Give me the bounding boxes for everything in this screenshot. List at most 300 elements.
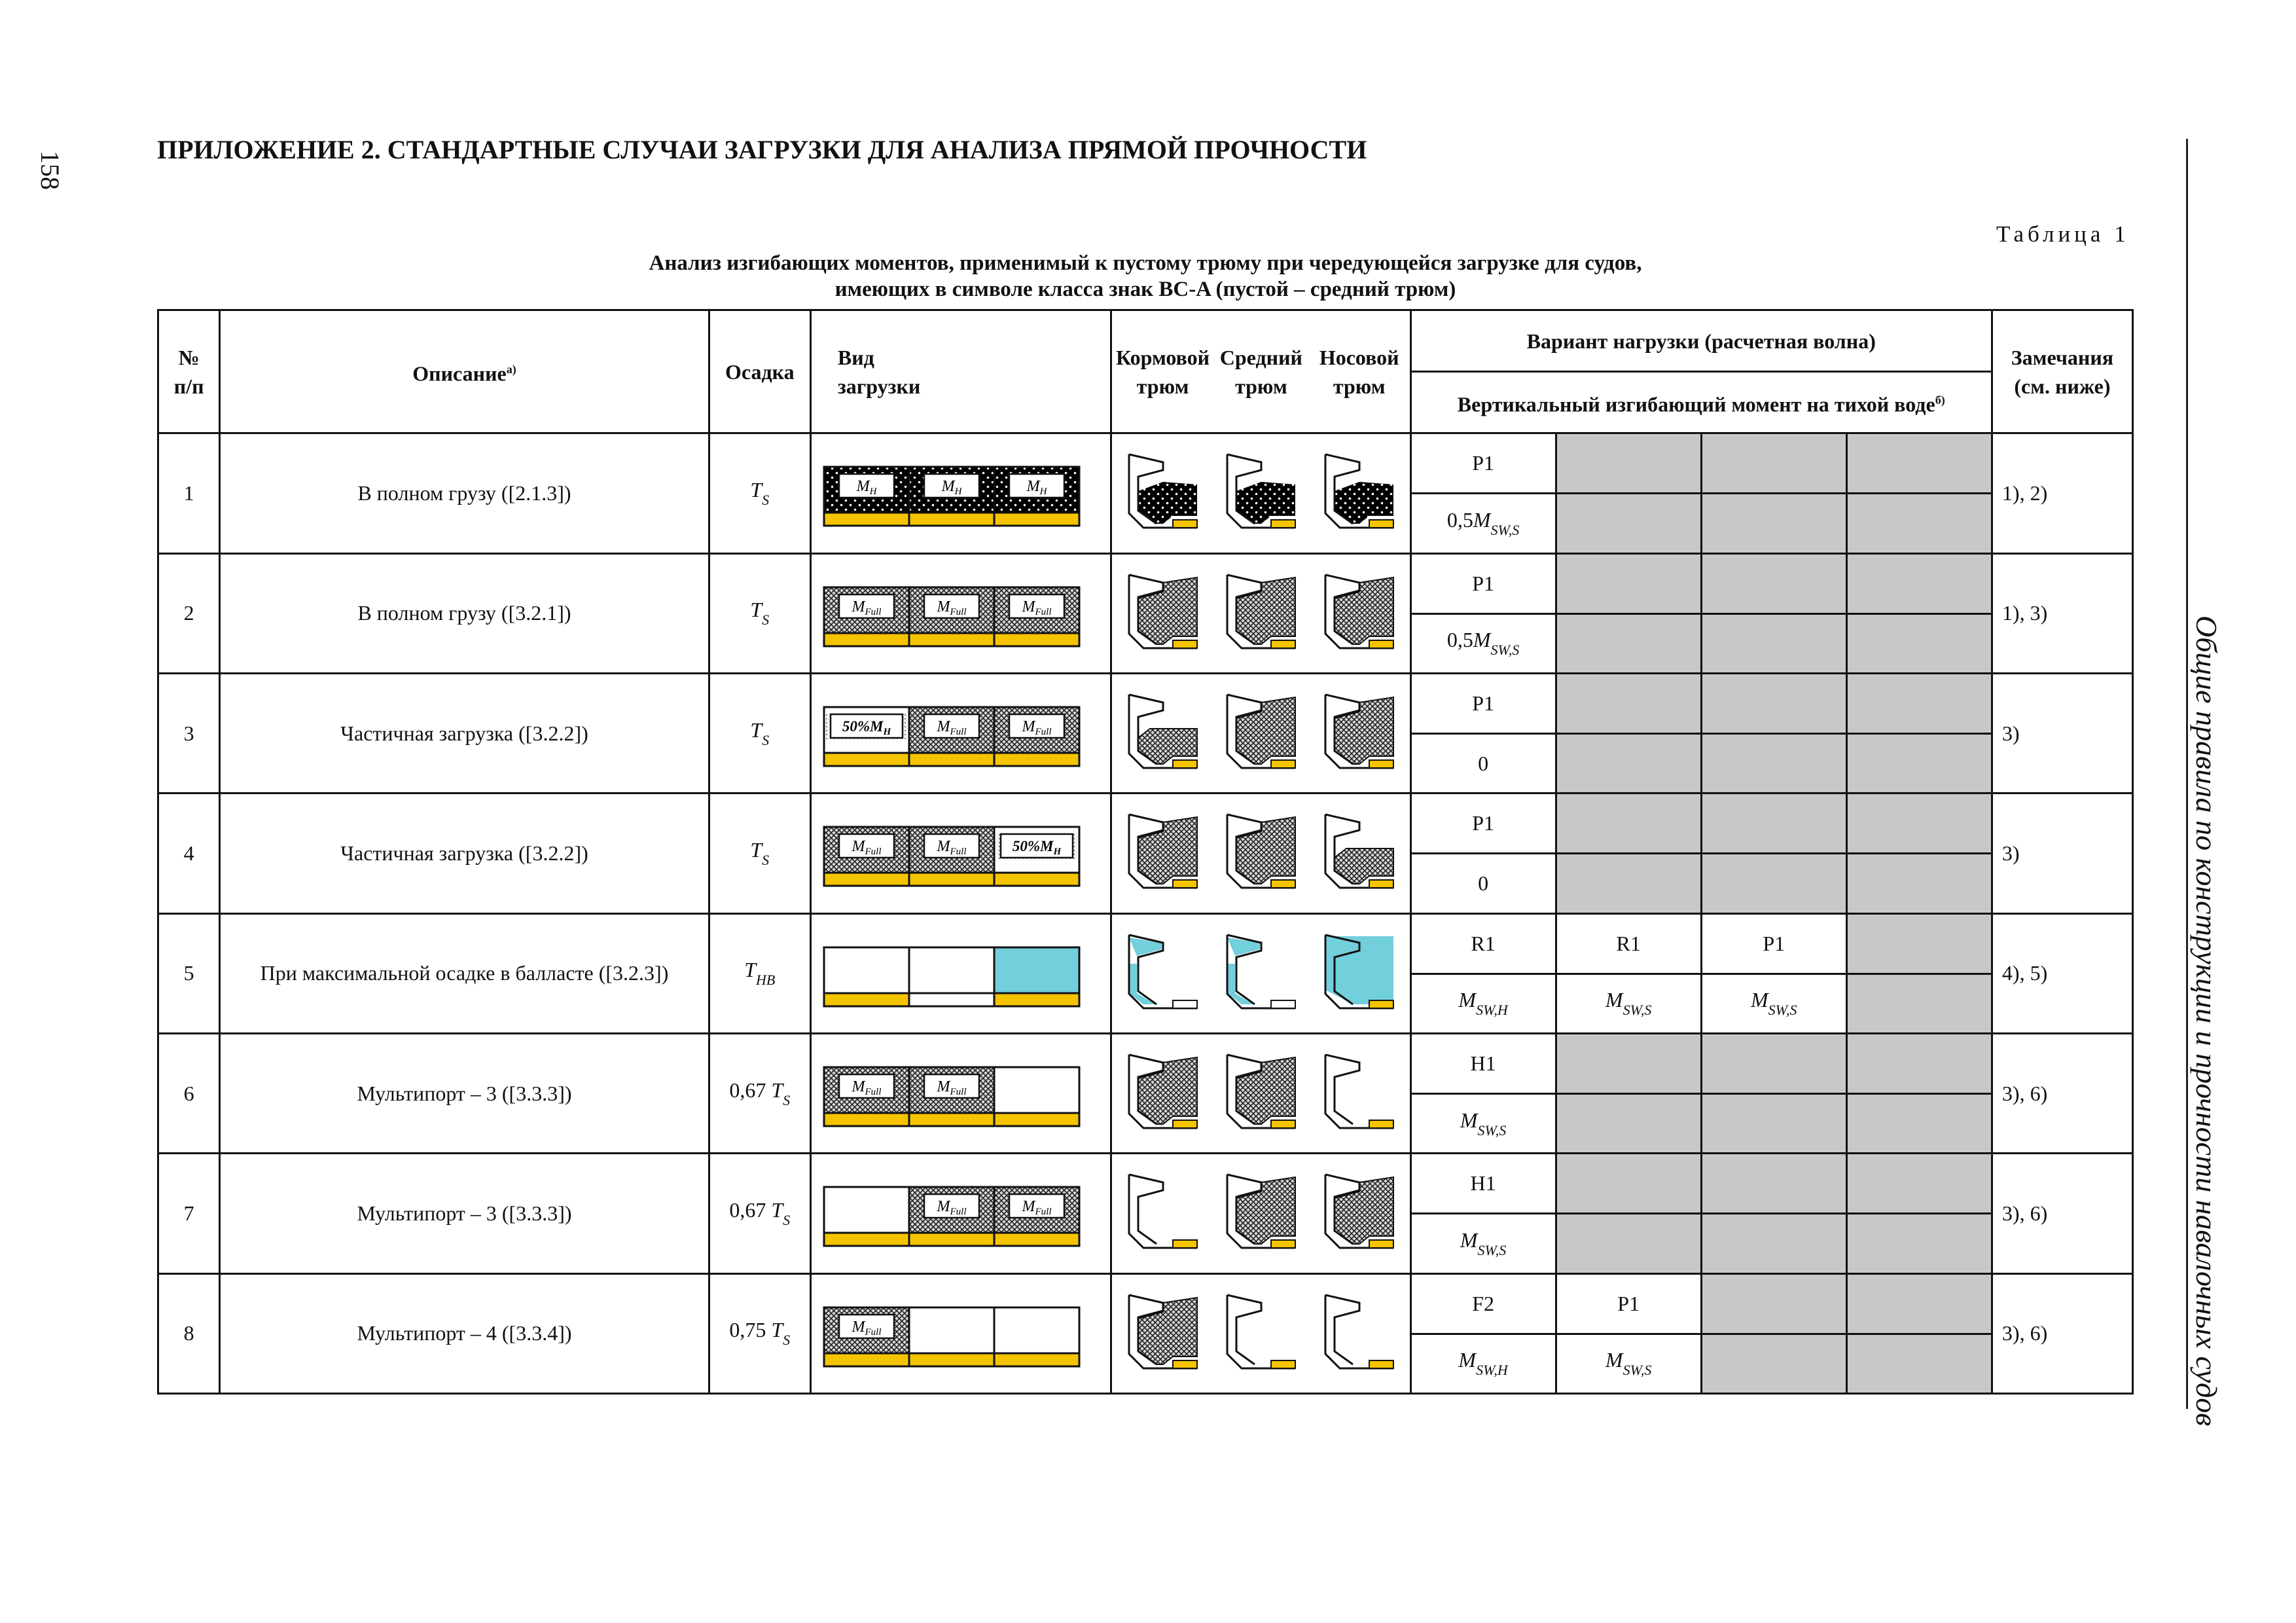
cell-remarks [1992,673,2132,793]
hold-section-ballast_full [1320,931,1399,1016]
row-remarks: 4), 5) [2001,961,2048,985]
bar-label: $M_{Full}$ [1022,718,1052,738]
table-caption-line2: имеющих в символе класса знак BC-A (пустой – средний трюм) [834,278,1456,301]
cell-moment [1701,494,1846,553]
moment-subscript: SW,S [1623,1002,1652,1019]
draught-symbol: T [750,837,762,862]
moment-coefficient: 0,5 [1446,508,1473,532]
hold-bar-3 [994,707,1079,766]
hold-section-hatch_low [1124,691,1202,776]
cell-remarks [1992,913,2132,1033]
draught-symbol: T [771,1318,783,1342]
row-description: Мультипорт – 3 ([3.3.3]) [357,1081,572,1105]
cell-hold-section-2 [1213,553,1309,673]
hold-bar-3 [994,587,1079,646]
variant-label: F2 [1472,1291,1494,1315]
draught-subscript: S [762,731,770,748]
hold-bar-3 [994,827,1079,886]
bar-label: $M_{Full}$ [852,1318,882,1338]
cell-hold-section-1 [1111,433,1213,553]
row-description: В полном грузу ([3.2.1]) [357,601,571,625]
row-remarks: 3), 6) [2001,1081,2048,1105]
row-description: Мультипорт – 3 ([3.3.3]) [357,1201,572,1225]
draught-symbol: T [750,477,762,501]
cell-hold-section-2 [1213,793,1309,913]
hold-section-hatch_full [1222,571,1300,656]
cell-variant [1846,673,1992,733]
cell-variant [1846,1273,1992,1334]
cell-variant [1846,913,1992,974]
cell-draught [709,1273,810,1394]
cell-moment [1701,854,1846,913]
cell-moment [1701,734,1846,793]
cell-load-view [810,673,1111,793]
cell-moment [1556,1094,1701,1154]
hold-section-empty [1320,1051,1399,1136]
hold-section-dots_low [1320,450,1399,536]
header-vbm-text: Вертикальный изгибающий момент на тихой воде [1457,393,1935,417]
variant-label: P1 [1472,571,1494,595]
cell-hold-section-3 [1309,793,1410,913]
cell-load-view [810,1033,1111,1153]
cell-moment [1701,1214,1846,1273]
bar-label: $M_H$ [856,478,877,498]
cell-load-view [810,1154,1111,1273]
page-number: 158 [35,151,65,190]
cell-variant [1701,553,1846,613]
bar-label: $M_H$ [1026,478,1047,498]
cell-moment [1701,974,1846,1033]
load-view-diagram [821,577,1083,649]
table-row [158,793,2133,854]
moment-subscript: SW,S [1477,1241,1507,1258]
moment-coefficient: 0,5 [1446,628,1473,652]
variant-label: H1 [1470,1171,1496,1195]
cell-remarks [1992,1033,2132,1153]
hold-bar-1 [824,1307,909,1366]
row-remarks: 3) [2001,841,2020,865]
cell-description [220,1033,709,1153]
cell-variant [1846,433,1992,494]
cell-variant [1701,793,1846,854]
moment-subscript: SW,S [1477,1122,1507,1139]
header-fwd-hold: Носовой трюм [1309,310,1410,433]
table-row [158,1033,2133,1093]
moment-subscript: SW,H [1476,1362,1508,1379]
hold-bar-1 [824,467,909,526]
cell-variant [1846,793,1992,854]
header-aft-hold: Кормовой трюм [1111,310,1213,433]
row-number: 2 [183,601,194,625]
cell-moment [1556,734,1701,793]
bar-label: $M_H$ [941,478,962,498]
hold-bar-2 [909,707,994,766]
cell-number [158,433,220,553]
hold-section-hatch_full [1320,1171,1399,1256]
cell-moment [1556,613,1701,673]
cell-remarks [1992,793,2132,913]
moment-symbol: M [1473,508,1491,532]
hold-section-ballast_tanks [1222,931,1300,1016]
cell-draught [709,433,810,553]
cell-variant [1410,1273,1556,1334]
header-description-text: Описание [412,361,507,386]
cell-variant [1701,673,1846,733]
cell-hold-section-1 [1111,1154,1213,1273]
cell-hold-section-2 [1213,913,1309,1033]
moment-symbol: M [1458,1348,1477,1372]
cell-hold-section-1 [1111,673,1213,793]
hold-bar-3 [994,1307,1079,1366]
cell-remarks [1992,553,2132,673]
cell-moment [1846,1214,1992,1273]
cell-description [220,1273,709,1394]
hold-section-hatch_full [1124,811,1202,896]
hold-bar-2 [909,467,994,526]
cell-variant [1410,1033,1556,1093]
moment-subscript: SW,S [1490,642,1520,659]
cell-variant [1556,553,1701,613]
hold-bar-1 [824,587,909,646]
draught-symbol: T [771,1078,783,1102]
draught-subscript: S [762,611,770,629]
cell-hold-section-3 [1309,913,1410,1033]
cell-draught [709,1033,810,1153]
hold-bar-2 [909,1307,994,1366]
moment-symbol: M [1605,1348,1623,1372]
load-view-diagram [821,938,1083,1010]
hold-section-hatch_full [1124,571,1202,656]
draught-subscript: S [783,1091,791,1108]
draught-subscript: S [762,491,770,508]
cell-moment [1410,974,1556,1033]
draught-subscript: S [783,1332,791,1349]
bar-label: $M_{Full}$ [937,1078,967,1098]
cell-moment [1846,854,1992,913]
cell-variant [1556,1154,1701,1214]
cell-moment [1556,494,1701,553]
cell-load-view [810,553,1111,673]
bar-label: $M_{Full}$ [937,598,967,617]
cell-hold-section-1 [1111,553,1213,673]
cell-number [158,673,220,793]
moment-symbol: M [1605,988,1623,1012]
cell-draught [709,913,810,1033]
variant-label: H1 [1470,1051,1496,1075]
draught-subscript: HB [756,972,776,989]
cell-hold-section-3 [1309,1273,1410,1394]
table-row [158,433,2133,494]
row-number: 8 [183,1321,194,1345]
row-number: 6 [183,1081,194,1105]
cell-draught [709,1154,810,1273]
row-number: 1 [183,481,194,505]
bar-label: $M_{Full}$ [937,838,967,858]
header-number: № п/п [158,310,220,433]
variant-label: P1 [1472,451,1494,475]
cell-remarks [1992,433,2132,553]
bar-label: $M_{Full}$ [1022,1198,1052,1218]
hold-bar-1 [824,1067,909,1126]
cell-hold-section-3 [1309,1154,1410,1273]
bar-label: $M_{Full}$ [852,838,882,858]
cell-moment [1556,854,1701,913]
cell-variant [1846,553,1992,613]
hold-bar-1 [824,1187,909,1246]
cell-number [158,913,220,1033]
cell-variant [1846,1154,1992,1214]
hold-section-empty [1124,1171,1202,1256]
variant-label: P1 [1472,811,1494,835]
hold-bar-2 [909,827,994,886]
draught-subscript: S [783,1211,791,1228]
load-view-diagram [821,1177,1083,1249]
cell-hold-section-2 [1213,1273,1309,1394]
row-remarks: 1), 3) [2001,601,2048,625]
cell-moment [1410,734,1556,793]
cell-number [158,1033,220,1153]
cell-description [220,433,709,553]
bar-label: $50\%M_H$ [1012,838,1061,858]
cell-moment [1410,1334,1556,1393]
hold-section-ballast_tanks [1124,931,1202,1016]
draught-coefficient: 0,67 [729,1078,772,1102]
bar-label: $M_{Full}$ [852,598,882,617]
cell-moment [1701,1094,1846,1154]
cell-variant [1410,553,1556,613]
header-description-sup: а) [506,363,516,376]
cell-number [158,793,220,913]
draught-symbol: T [750,718,762,742]
variant-label: P1 [1763,931,1785,955]
moment-symbol: M [1460,1228,1478,1252]
cell-moment [1410,613,1556,673]
table-row [158,673,2133,733]
cell-moment [1410,1214,1556,1273]
table-number: Таблица 1 [1996,221,2130,247]
hold-section-hatch_full [1222,1051,1300,1136]
variant-label: R1 [1616,931,1641,955]
cell-variant [1701,1154,1846,1214]
header-remarks: Замечания (см. ниже) [1992,310,2132,433]
hold-bar-3 [994,1187,1079,1246]
bar-label: $M_{Full}$ [1022,598,1052,617]
cell-variant [1701,433,1846,494]
cell-hold-section-3 [1309,553,1410,673]
header-load-view: Вид загрузки [810,310,1111,433]
cell-moment [1701,1334,1846,1393]
hold-section-hatch_low [1320,811,1399,896]
row-number: 5 [183,961,194,985]
cell-variant [1556,913,1701,974]
table-row [158,553,2133,613]
row-description: В полном грузу ([2.1.3]) [357,481,571,505]
draught-coefficient: 0,67 [729,1197,772,1222]
cell-moment [1846,1094,1992,1154]
draught-coefficient: 0,75 [729,1318,772,1342]
cell-moment [1846,613,1992,673]
cell-draught [709,553,810,673]
cell-variant [1556,433,1701,494]
margin-rule [2186,139,2188,1409]
hold-bar-3 [994,947,1079,1006]
bar-label: $50\%M_H$ [842,718,891,738]
cell-number [158,1273,220,1394]
page-heading: ПРИЛОЖЕНИЕ 2. СТАНДАРТНЫЕ СЛУЧАИ ЗАГРУЗКИ ДЛЯ АНАЛИЗА ПРЯМОЙ ПРОЧНОСТИ [157,135,1367,164]
header-variant: Вариант нагрузки (расчетная волна) [1410,310,1992,372]
cell-draught [709,673,810,793]
draught-symbol: T [744,958,756,982]
moment-symbol: M [1460,1108,1478,1132]
row-description: Частичная загрузка ([3.2.2]) [340,841,588,865]
cell-hold-section-1 [1111,1273,1213,1394]
variant-label: P1 [1617,1291,1640,1315]
moment-subscript: SW,S [1768,1002,1797,1019]
cell-hold-section-2 [1213,1154,1309,1273]
cell-number [158,1154,220,1273]
moment-symbol: M [1473,628,1491,652]
table-row [158,1273,2133,1334]
cell-moment [1410,1094,1556,1154]
cell-draught [709,793,810,913]
load-view-diagram [821,1057,1083,1129]
hold-section-dots_low [1124,450,1202,536]
row-number: 7 [183,1201,194,1225]
hold-bar-3 [994,467,1079,526]
row-number: 4 [183,841,194,865]
load-view-diagram [821,817,1083,889]
cell-variant [1556,1273,1701,1334]
load-view-diagram [821,457,1083,529]
cell-hold-section-1 [1111,1033,1213,1153]
cell-moment [1846,974,1992,1033]
header-description [220,310,709,433]
row-description: При максимальной осадке в балласте ([3.2.3]) [260,961,669,985]
hold-section-hatch_full [1124,1291,1202,1376]
cell-variant [1701,1033,1846,1093]
cell-remarks [1992,1273,2132,1394]
hold-section-hatch_full [1124,1051,1202,1136]
cell-moment [1846,494,1992,553]
header-mid-hold: Средний трюм [1213,310,1309,433]
hold-bar-2 [909,1067,994,1126]
cell-moment [1410,854,1556,913]
load-view-diagram [821,697,1083,769]
cell-moment [1846,734,1992,793]
cell-moment [1410,494,1556,553]
moment-subscript: SW,S [1623,1362,1652,1379]
row-number: 3 [183,721,194,745]
bar-label: $M_{Full}$ [937,718,967,738]
variant-label: R1 [1471,931,1496,955]
hold-section-dots_low [1222,450,1300,536]
cell-hold-section-2 [1213,673,1309,793]
cell-hold-section-1 [1111,913,1213,1033]
side-running-title: Общие правила по конструкции и прочности навалочных судов [2190,615,2223,1427]
row-remarks: 3), 6) [2001,1201,2048,1225]
cell-variant [1556,793,1701,854]
row-description: Мультипорт – 4 ([3.3.4]) [357,1321,572,1345]
hold-bar-2 [909,587,994,646]
row-remarks: 3), 6) [2001,1321,2048,1345]
cell-hold-section-3 [1309,1033,1410,1153]
cell-description [220,673,709,793]
table-row [158,913,2133,974]
cell-variant [1410,1154,1556,1214]
cell-number [158,553,220,673]
cell-variant [1701,1273,1846,1334]
hold-bar-1 [824,947,909,1006]
cell-description [220,1154,709,1273]
cell-moment [1846,1334,1992,1393]
hold-section-hatch_full [1320,571,1399,656]
row-remarks: 3) [2001,721,2020,745]
hold-bar-2 [909,1187,994,1246]
draught-symbol: T [771,1197,783,1222]
row-description: Частичная загрузка ([3.2.2]) [340,721,588,745]
row-remarks: 1), 2) [2001,481,2048,505]
cell-moment [1556,974,1701,1033]
cell-load-view [810,793,1111,913]
cell-moment [1556,1214,1701,1273]
hold-bar-1 [824,707,909,766]
moment-value: 0 [1478,871,1489,895]
cell-description [220,913,709,1033]
table-caption-line1: Анализ изгибающих моментов, применимый к пустому трюму при чередующейся загрузке для судов, [649,251,1642,275]
cell-load-view [810,433,1111,553]
bar-label: $M_{Full}$ [937,1198,967,1218]
cell-load-view [810,913,1111,1033]
hold-section-hatch_full [1222,811,1300,896]
load-view-diagram [821,1298,1083,1370]
cell-hold-section-3 [1309,673,1410,793]
hold-section-empty [1222,1291,1300,1376]
moment-subscript: SW,S [1490,522,1520,539]
moment-symbol: M [1751,988,1768,1012]
cell-remarks [1992,1154,2132,1273]
hold-section-empty [1320,1291,1399,1376]
header-vbm-sup: б) [1935,393,1945,407]
load-cases-table [157,309,2134,1395]
cell-description [220,793,709,913]
cell-hold-section-3 [1309,433,1410,553]
header-vbm [1410,372,1992,433]
cell-hold-section-2 [1213,1033,1309,1153]
cell-variant [1556,1033,1701,1093]
table-row [158,1154,2133,1214]
header-draught: Осадка [709,310,810,433]
cell-variant [1410,433,1556,494]
moment-subscript: SW,H [1476,1002,1508,1019]
hold-bar-3 [994,1067,1079,1126]
hold-bar-1 [824,827,909,886]
hold-section-hatch_full [1320,691,1399,776]
moment-symbol: M [1458,988,1477,1012]
cell-hold-section-1 [1111,793,1213,913]
cell-load-view [810,1273,1111,1394]
hold-bar-2 [909,947,994,1006]
draught-subscript: S [762,851,770,868]
variant-label: P1 [1472,691,1494,716]
cell-variant [1846,1033,1992,1093]
bar-label: $M_{Full}$ [852,1078,882,1098]
moment-value: 0 [1478,751,1489,775]
hold-section-hatch_full [1222,1171,1300,1256]
cell-variant [1701,913,1846,974]
cell-moment [1701,613,1846,673]
cell-variant [1410,673,1556,733]
cell-variant [1410,793,1556,854]
